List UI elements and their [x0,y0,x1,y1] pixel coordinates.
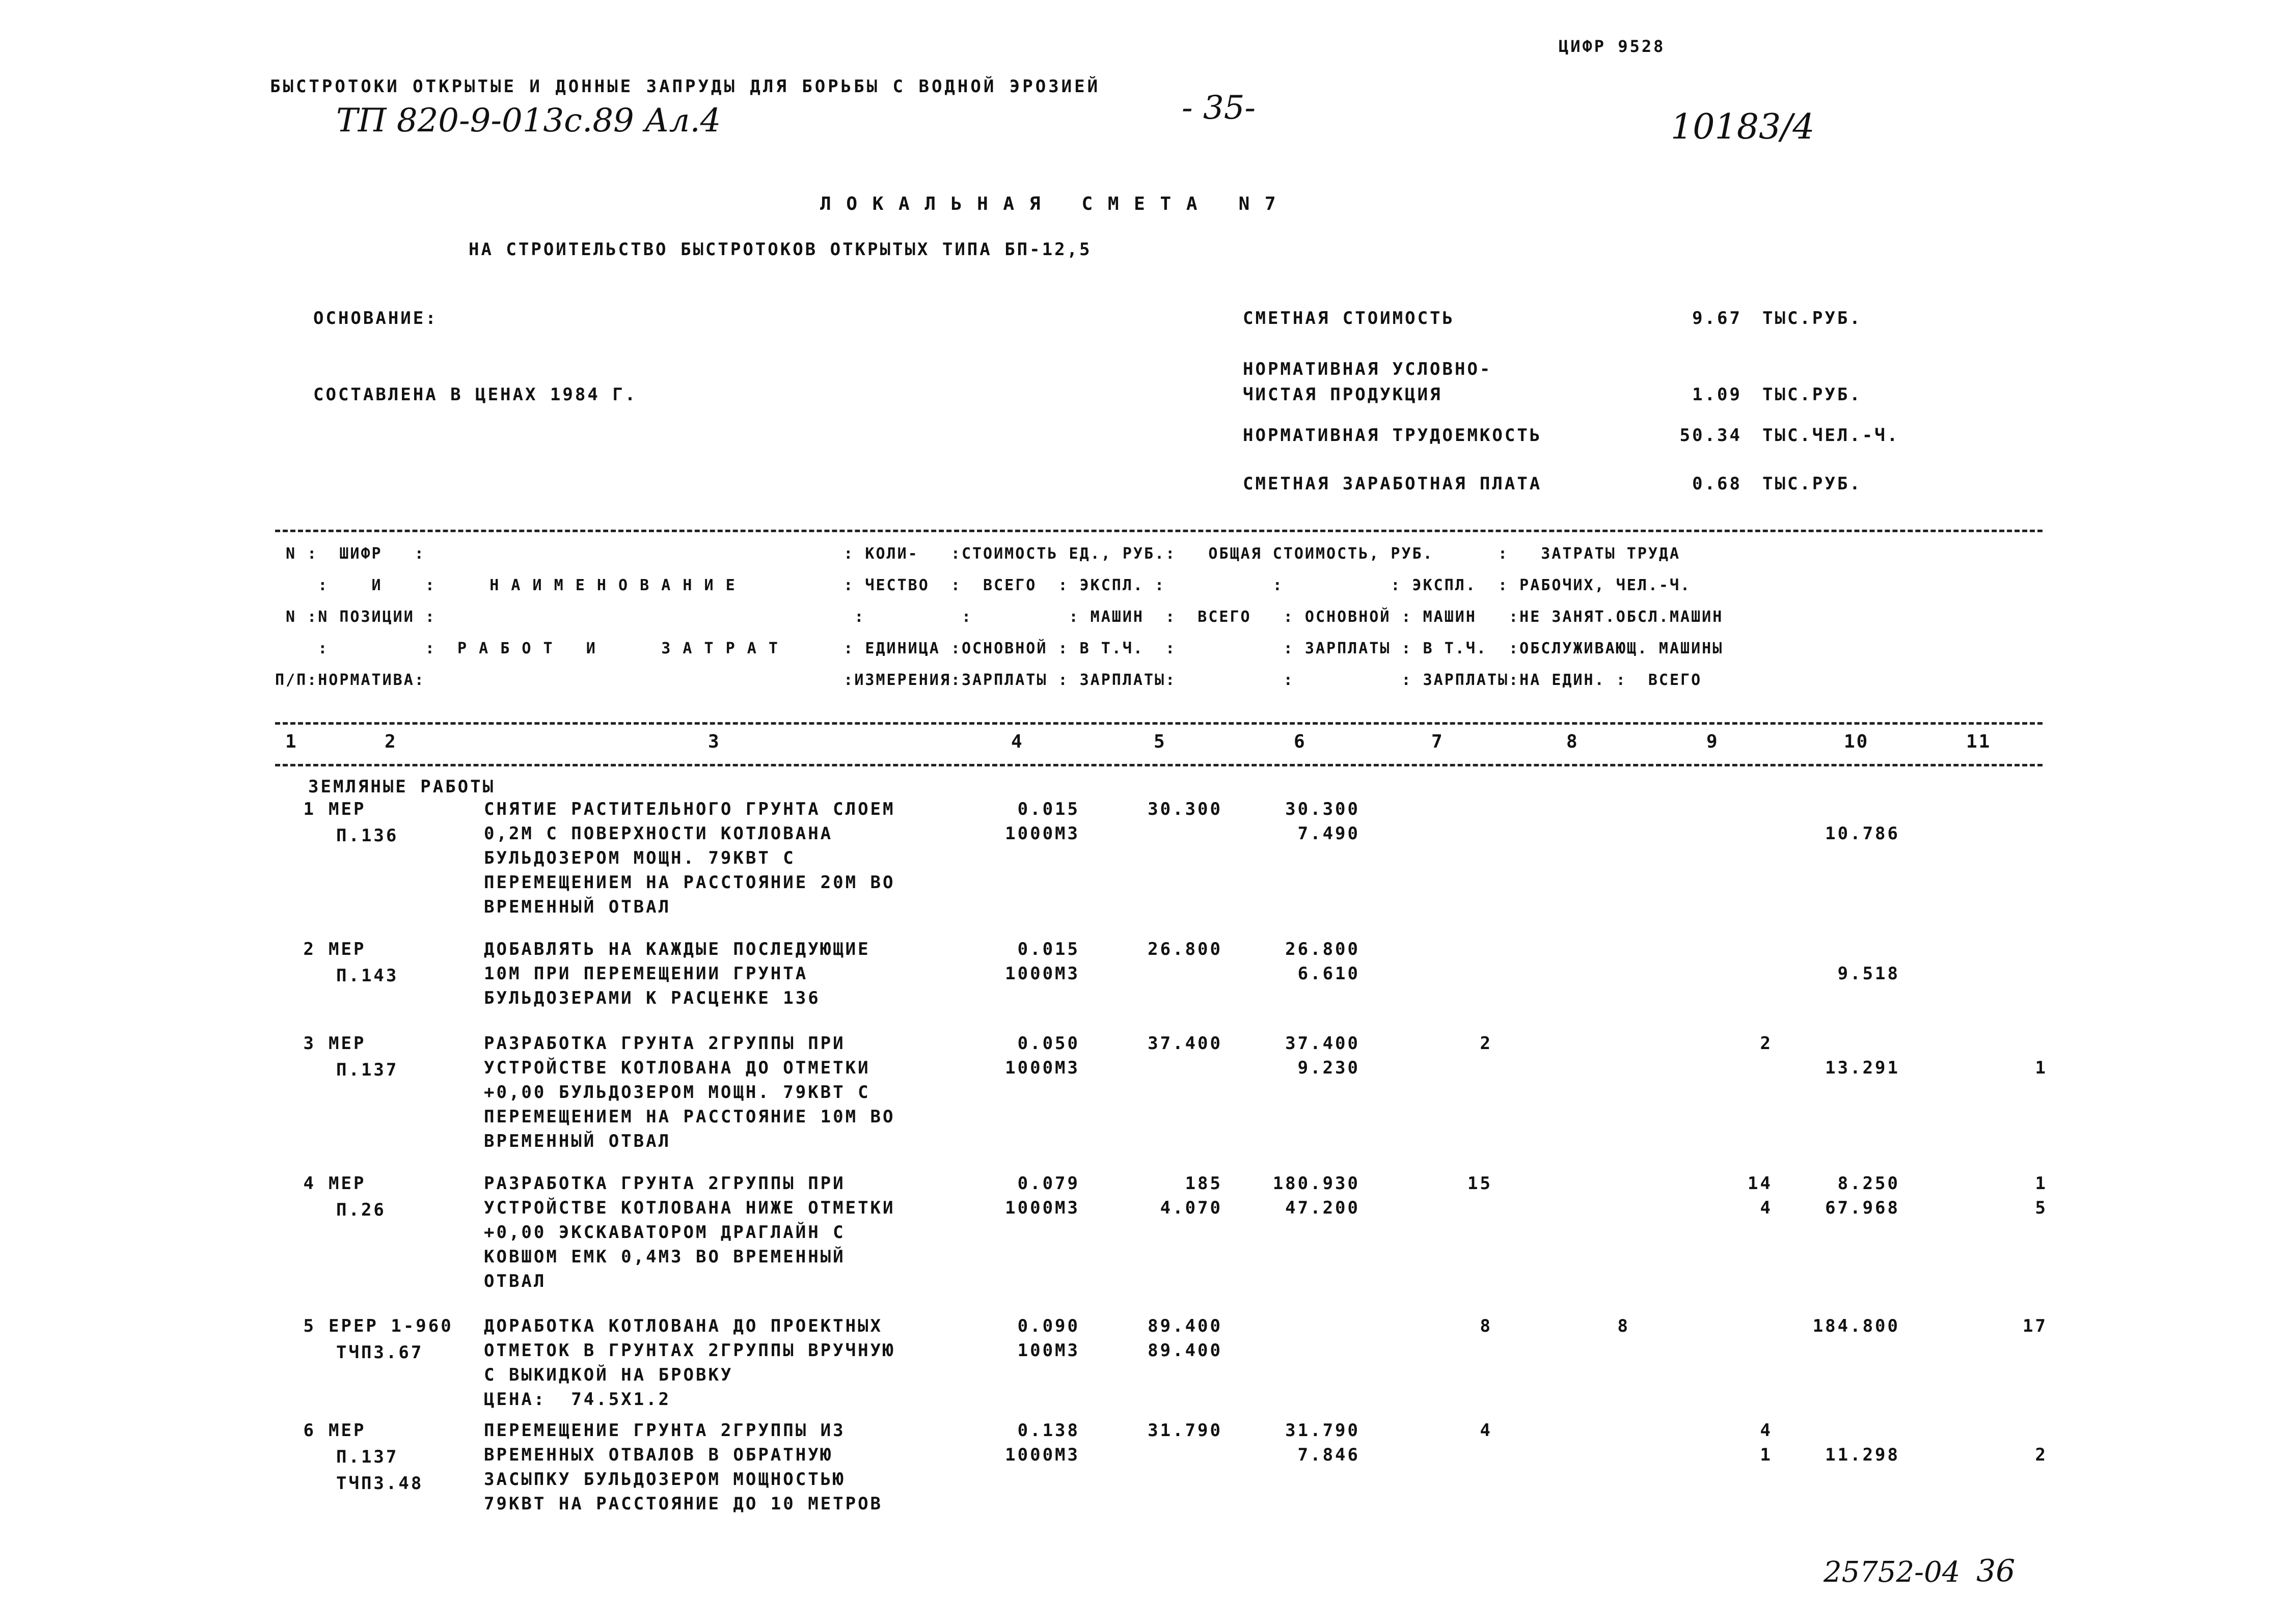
row-name-line: ДОБАВЛЯТЬ НА КАЖДЫЕ ПОСЛЕДУЮЩИЕ [484,939,870,959]
row-value-c9: 4 [1760,1420,1773,1441]
summary-unit: ТЫС.ЧЕЛ.-Ч. [1762,425,1900,446]
row-name-line: ВРЕМЕННЫЙ ОТВАЛ [484,1131,671,1151]
row-value-c7: 8 [1480,1316,1492,1336]
summary-value: 1.09 [1692,384,1742,405]
row-quantity: 0.050 [1017,1033,1080,1054]
row-name-line: +0,00 БУЛЬДОЗЕРОМ МОЩН. 79КВТ С [484,1082,870,1103]
row-value-c9: 4 [1760,1198,1773,1218]
row-code: МЕР [329,1420,366,1441]
summary-unit: ТЫС.РУБ. [1762,384,1862,405]
row-name-line: ПЕРЕМЕЩЕНИЕ ГРУНТА 2ГРУППЫ ИЗ [484,1420,846,1441]
row-name-line: ПЕРЕМЕЩЕНИЕМ НА РАССТОЯНИЕ 20М ВО [484,872,895,893]
row-name-line: БУЛЬДОЗЕРОМ МОЩН. 79КВТ С [484,848,796,868]
row-value-c6: 26.800 [1285,939,1360,959]
row-unit: 1000М3 [1005,964,1080,984]
row-name-line: БУЛЬДОЗЕРАМИ К РАСЦЕНКЕ 136 [484,988,821,1008]
row-value-c10: 11.298 [1825,1445,1900,1465]
column-number: 6 [1294,731,1307,752]
row-unit: 100М3 [1017,1340,1080,1361]
row-quantity: 0.015 [1017,939,1080,959]
row-number: 2 [303,939,316,959]
row-unit: 1000М3 [1005,823,1080,844]
summary-label: СМЕТНАЯ СТОИМОСТЬ [1243,308,1455,328]
row-unit: 1000М3 [1005,1058,1080,1078]
row-name-line: 0,2М С ПОВЕРХНОСТИ КОТЛОВАНА [484,823,833,844]
row-value-c10: 13.291 [1825,1058,1900,1078]
row-name-line: КОВШОМ ЕМК 0,4М3 ВО ВРЕМЕННЫЙ [484,1247,846,1267]
row-name-line: ЗАСЫПКУ БУЛЬДОЗЕРОМ МОЩНОСТЬЮ [484,1469,846,1490]
prices-label: СОСТАВЛЕНА В ЦЕНАХ 1984 Г. [313,384,638,405]
footer-page: 36 [1976,1553,2016,1589]
summary-value: 50.34 [1679,425,1742,446]
row-name-line: ОТМЕТОК В ГРУНТАХ 2ГРУППЫ ВРУЧНУЮ [484,1340,895,1361]
row-value-c6: 7.846 [1297,1445,1360,1465]
row-code: П.143 [336,966,399,986]
row-name-line: РАЗРАБОТКА ГРУНТА 2ГРУППЫ ПРИ [484,1173,846,1194]
row-code: МЕР [329,1033,366,1054]
row-code: П.26 [336,1200,386,1220]
tp-number: ТП 820-9-013с.89 Ал.4 [336,102,721,140]
summary-value: 9.67 [1692,308,1742,328]
header-line: П/П:НОРМАТИВА: :ИЗМЕРЕНИЯ:ЗАРПЛАТЫ : ЗАРПЛАТЫ: : : ЗАРПЛАТЫ:НА ЕДИН. : ВСЕГО [275,671,1702,689]
summary-label: СМЕТНАЯ ЗАРАБОТНАЯ ПЛАТА [1243,474,1542,494]
row-name-line: УСТРОЙСТВЕ КОТЛОВАНА ДО ОТМЕТКИ [484,1058,870,1078]
row-name-line: ПЕРЕМЕЩЕНИЕМ НА РАССТОЯНИЕ 10М ВО [484,1107,895,1127]
row-code: МЕР [329,939,366,959]
row-name-line: ДОРАБОТКА КОТЛОВАНА ДО ПРОЕКТНЫХ [484,1316,883,1336]
row-value-c5: 30.300 [1148,799,1222,819]
column-number: 3 [708,731,721,752]
column-number: 7 [1431,731,1444,752]
table-top-rule [275,530,2043,532]
row-value-c7: 4 [1480,1420,1492,1441]
summary-unit: ТЫС.РУБ. [1762,308,1862,328]
numbers-bottom-rule [275,764,2043,766]
row-value-c5: 89.400 [1148,1340,1222,1361]
row-value-c5: 37.400 [1148,1033,1222,1054]
row-code: П.137 [336,1447,399,1467]
row-value-c11: 1 [2035,1173,2048,1194]
row-value-c9: 2 [1760,1033,1773,1054]
row-number: 5 [303,1316,316,1336]
row-value-c6: 7.490 [1297,823,1360,844]
row-unit: 1000М3 [1005,1445,1080,1465]
row-name-line: ЦЕНА: 74.5Х1.2 [484,1389,671,1410]
row-value-c6: 31.790 [1285,1420,1360,1441]
row-value-c7: 15 [1467,1173,1492,1194]
row-value-c9: 1 [1760,1445,1773,1465]
row-value-c5: 31.790 [1148,1420,1222,1441]
row-quantity: 0.015 [1017,799,1080,819]
column-number: 8 [1566,731,1579,752]
row-name-line: С ВЫКИДКОЙ НА БРОВКУ [484,1365,733,1385]
row-name-line: ОТВАЛ [484,1271,547,1291]
row-number: 6 [303,1420,316,1441]
row-number: 1 [303,799,316,819]
row-value-c10: 184.800 [1812,1316,1900,1336]
column-number: 2 [385,731,397,752]
row-code: МЕР [329,1173,366,1194]
row-value-c5: 26.800 [1148,939,1222,959]
row-quantity: 0.138 [1017,1420,1080,1441]
header-bottom-rule [275,722,2043,725]
row-value-c8: 8 [1617,1316,1630,1336]
column-number: 9 [1706,731,1719,752]
row-quantity: 0.079 [1017,1173,1080,1194]
row-value-c11: 17 [2023,1316,2048,1336]
inventory-number: 10183/4 [1671,107,1815,147]
header-line: : И : Н А И М Е Н О В А Н И Е : ЧЕСТВО : ВСЕГО : ЭКСПЛ. : : : ЭКСПЛ. : РАБОЧИХ, ЧЕЛ.-Ч. [275,576,1692,594]
column-number: 10 [1844,731,1869,752]
row-name-line: СНЯТИЕ РАСТИТЕЛЬНОГО ГРУНТА СЛОЕМ [484,799,895,819]
row-value-c6: 47.200 [1285,1198,1360,1218]
row-name-line: 79КВТ НА РАССТОЯНИЕ ДО 10 МЕТРОВ [484,1494,883,1514]
row-code: П.137 [336,1060,399,1080]
row-value-c6: 6.610 [1297,964,1360,984]
row-value-c11: 2 [2035,1445,2048,1465]
row-value-c11: 1 [2035,1058,2048,1078]
row-value-c6: 180.930 [1272,1173,1360,1194]
row-name-line: 10М ПРИ ПЕРЕМЕЩЕНИИ ГРУНТА [484,964,808,984]
estimate-title: Л О К А Л Ь Н А Я С М Е Т А N 7 [820,194,1278,214]
document-heading: БЫСТРОТОКИ ОТКРЫТЫЕ И ДОННЫЕ ЗАПРУДЫ ДЛЯ БОРЬБЫ С ВОДНОЙ ЭРОЗИЕЙ [270,76,1101,97]
page-mark: - 35- [1182,89,1256,127]
column-number: 11 [1966,731,1992,752]
row-code: ТЧП3.67 [336,1342,424,1363]
row-value-c9: 14 [1748,1173,1773,1194]
row-value-c6: 9.230 [1297,1058,1360,1078]
column-number: 4 [1011,731,1024,752]
row-code: ЕРЕР 1-960 [329,1316,453,1336]
row-code: МЕР [329,799,366,819]
row-name-line: +0,00 ЭКСКАВАТОРОМ ДРАГЛАЙН С [484,1222,846,1243]
row-name-line: ВРЕМЕННЫЙ ОТВАЛ [484,897,671,917]
summary-label-2: ЧИСТАЯ ПРОДУКЦИЯ [1243,384,1443,405]
summary-label: НОРМАТИВНАЯ ТРУДОЕМКОСТЬ [1243,425,1542,446]
row-value-c10: 10.786 [1825,823,1900,844]
summary-value: 0.68 [1692,474,1742,494]
row-value-c5: 4.070 [1160,1198,1222,1218]
document-code: ЦИФР 9528 [1559,37,1666,56]
row-value-c5: 89.400 [1148,1316,1222,1336]
column-number: 1 [285,731,298,752]
header-line: : : Р А Б О Т И З А Т Р А Т : ЕДИНИЦА :ОСНОВНОЙ : В Т.Ч. : : ЗАРПЛАТЫ : В Т.Ч. :ОБСЛУЖИВАЮЩ. МАШИНЫ [275,640,1724,657]
row-value-c6: 37.400 [1285,1033,1360,1054]
header-line: N :N ПОЗИЦИИ : : : : МАШИН : ВСЕГО : ОСНОВНОЙ : МАШИН :НЕ ЗАНЯТ.ОБСЛ.МАШИН [275,608,1724,626]
row-value-c11: 5 [2035,1198,2048,1218]
row-value-c10: 67.968 [1825,1198,1900,1218]
basis-label: ОСНОВАНИЕ: [313,308,438,328]
row-quantity: 0.090 [1017,1316,1080,1336]
row-name-line: РАЗРАБОТКА ГРУНТА 2ГРУППЫ ПРИ [484,1033,846,1054]
row-value-c5: 185 [1185,1173,1222,1194]
row-value-c10: 9.518 [1837,964,1900,984]
summary-unit: ТЫС.РУБ. [1762,474,1862,494]
estimate-subtitle: НА СТРОИТЕЛЬСТВО БЫСТРОТОКОВ ОТКРЫТЫХ ТИПА БП-12,5 [469,239,1092,260]
summary-label: НОРМАТИВНАЯ УСЛОВНО- [1243,359,1492,379]
row-value-c6: 30.300 [1285,799,1360,819]
row-value-c10: 8.250 [1837,1173,1900,1194]
row-unit: 1000М3 [1005,1198,1080,1218]
row-code: ТЧП3.48 [336,1473,424,1494]
row-number: 4 [303,1173,316,1194]
row-value-c7: 2 [1480,1033,1492,1054]
column-number: 5 [1154,731,1166,752]
row-code: П.136 [336,825,399,846]
footer-code: 25752-04 [1824,1556,1961,1589]
section-title: ЗЕМЛЯНЫЕ РАБОТЫ [308,777,496,797]
row-name-line: ВРЕМЕННЫХ ОТВАЛОВ В ОБРАТНУЮ [484,1445,833,1465]
row-name-line: УСТРОЙСТВЕ КОТЛОВАНА НИЖЕ ОТМЕТКИ [484,1198,895,1218]
header-line: N : ШИФР : : КОЛИ- :СТОИМОСТЬ ЕД., РУБ.: ОБЩАЯ СТОИМОСТЬ, РУБ. : ЗАТРАТЫ ТРУДА [275,545,1681,563]
row-number: 3 [303,1033,316,1054]
